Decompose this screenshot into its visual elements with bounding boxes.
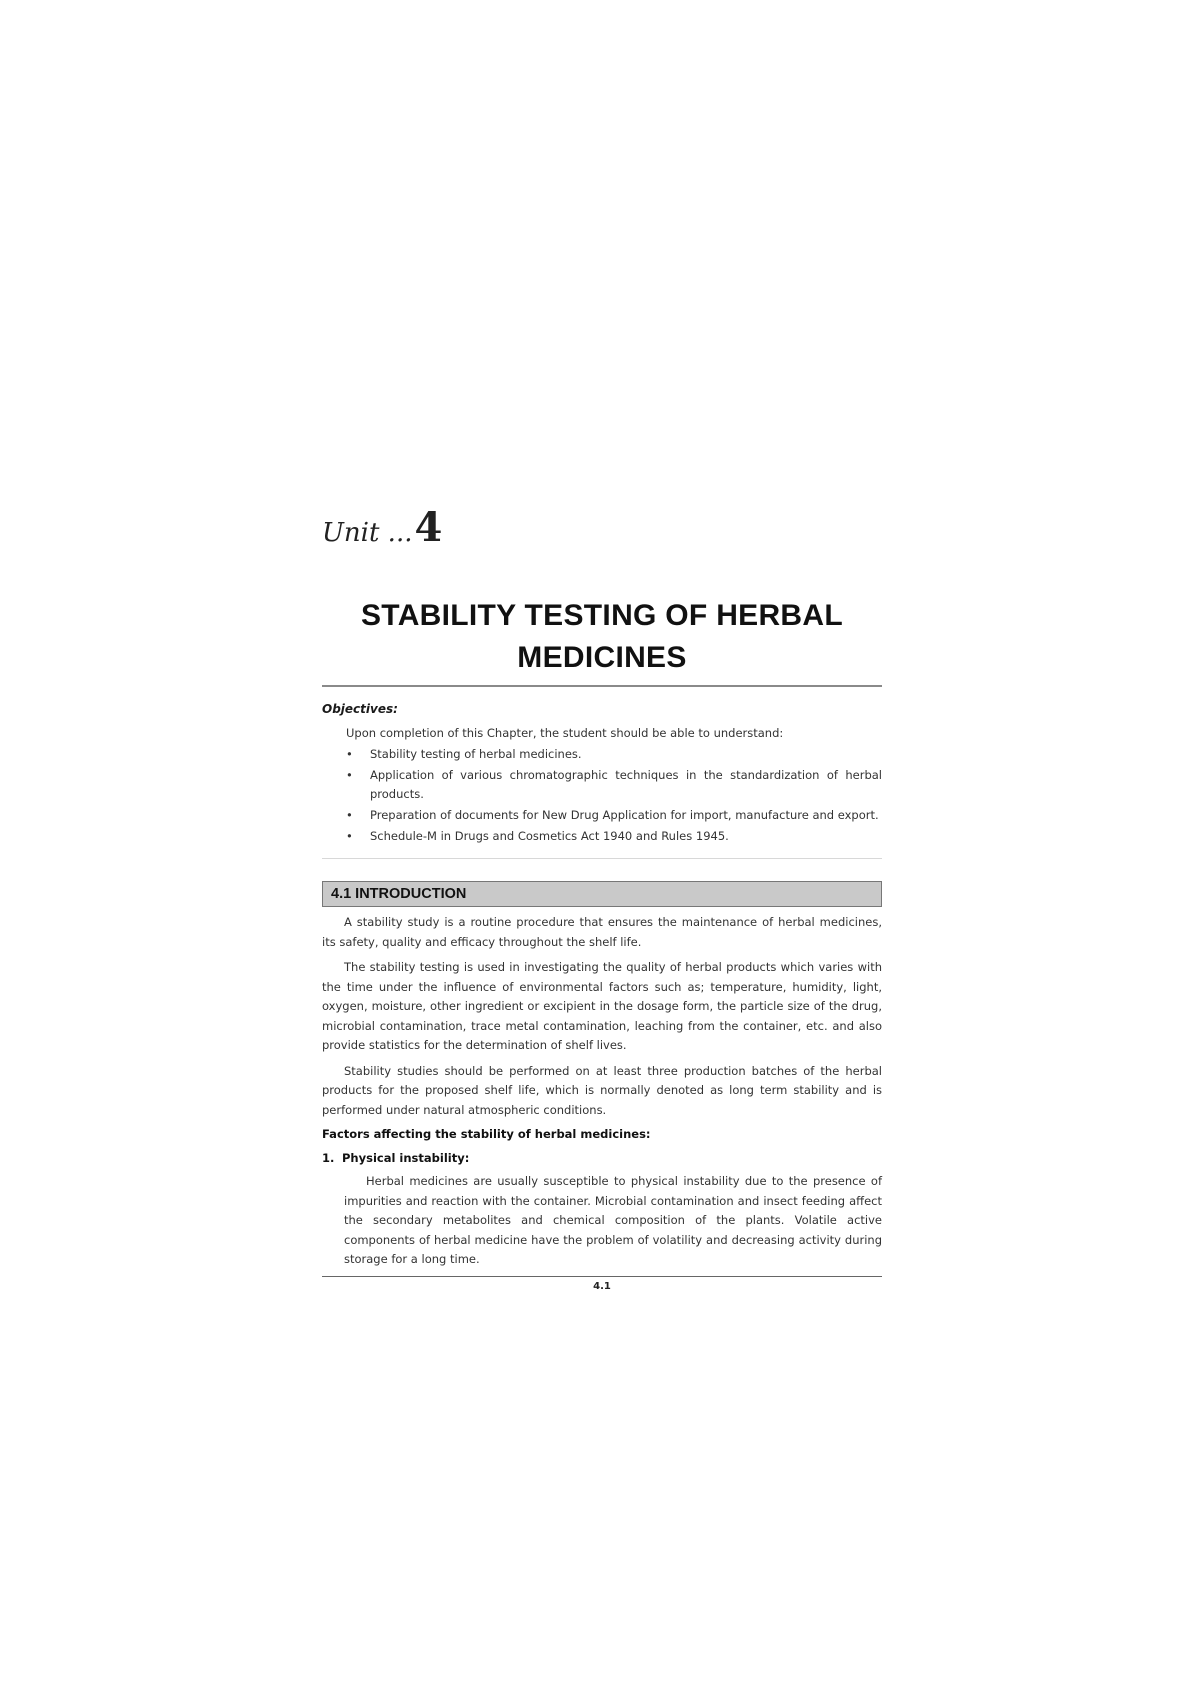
title-divider [322,685,882,687]
factor-item-title: Physical instability: [342,1151,470,1165]
intro-paragraph-2: The stability testing is used in investigating the quality of herbal products which varies with the time under the influence of environmental factors such as; temperature, humidity, light, oxygen, moisture, other ingredient or excipient in the dosage form, the particle size of the drug, microbial contamination, trace metal contamination, leaching from the container, etc. and also provide statistics for the determination of shelf lives. [322,960,882,1052]
factor-item-body: Herbal medicines are usually susceptible to physical instability due to the presence of impurities and reaction with the container. Microbial contamination and insect feeding affect the secondary metabolites and chemical composition of the plants. Volatile active components of herbal medicine have the problem of volatility and decreasing activity during storage for a long time. [344,1174,882,1266]
bullet-icon: • [346,808,353,822]
unit-label [322,505,882,551]
factor-item-heading [322,1148,882,1168]
unit-prefix: Unit ... [322,518,413,548]
section-heading: 4.1 INTRODUCTION [322,881,882,907]
bullet-icon: • [346,829,353,843]
list-item: • Application of various chromatographic techniques in the standardization of herbal products. [346,768,882,801]
list-item: • Stability testing of herbal medicines. [322,745,882,764]
page-number: 4.1 [593,1280,611,1292]
intro-paragraph-3: Stability studies should be performed on at least three production batches of the herbal products for the proposed shelf life, which is normally denoted as long term stability and is performed under natural atmospheric conditions. [322,1063,882,1117]
page-content [322,505,882,1292]
chapter-title [322,595,882,679]
list-item: • Preparation of documents for New Drug Application for import, manufacture and export. [322,806,882,825]
objectives-intro: Upon completion of this Chapter, the student should be able to understand: [346,726,784,740]
footer-divider [322,1276,882,1277]
objectives-divider [322,858,882,859]
intro-paragraph-1: A stability study is a routine procedure that ensures the maintenance of herbal medicines, its safety, quality and efficacy throughout the shelf life. [322,915,882,949]
bullet-icon: • [346,768,353,782]
objectives-list [322,745,882,846]
factor-item-number: 1. [322,1151,335,1165]
title-line-2: MEDICINES [517,641,687,674]
unit-number: 4 [414,504,443,551]
factors-heading: Factors affecting the stability of herbal medicines: [322,1127,651,1141]
title-line-1: STABILITY TESTING OF HERBAL [361,599,843,632]
bullet-icon: • [346,747,353,761]
list-item: • Schedule-M in Drugs and Cosmetics Act 1940 and Rules 1945. [322,827,882,846]
objectives-heading: Objectives: [322,702,398,716]
